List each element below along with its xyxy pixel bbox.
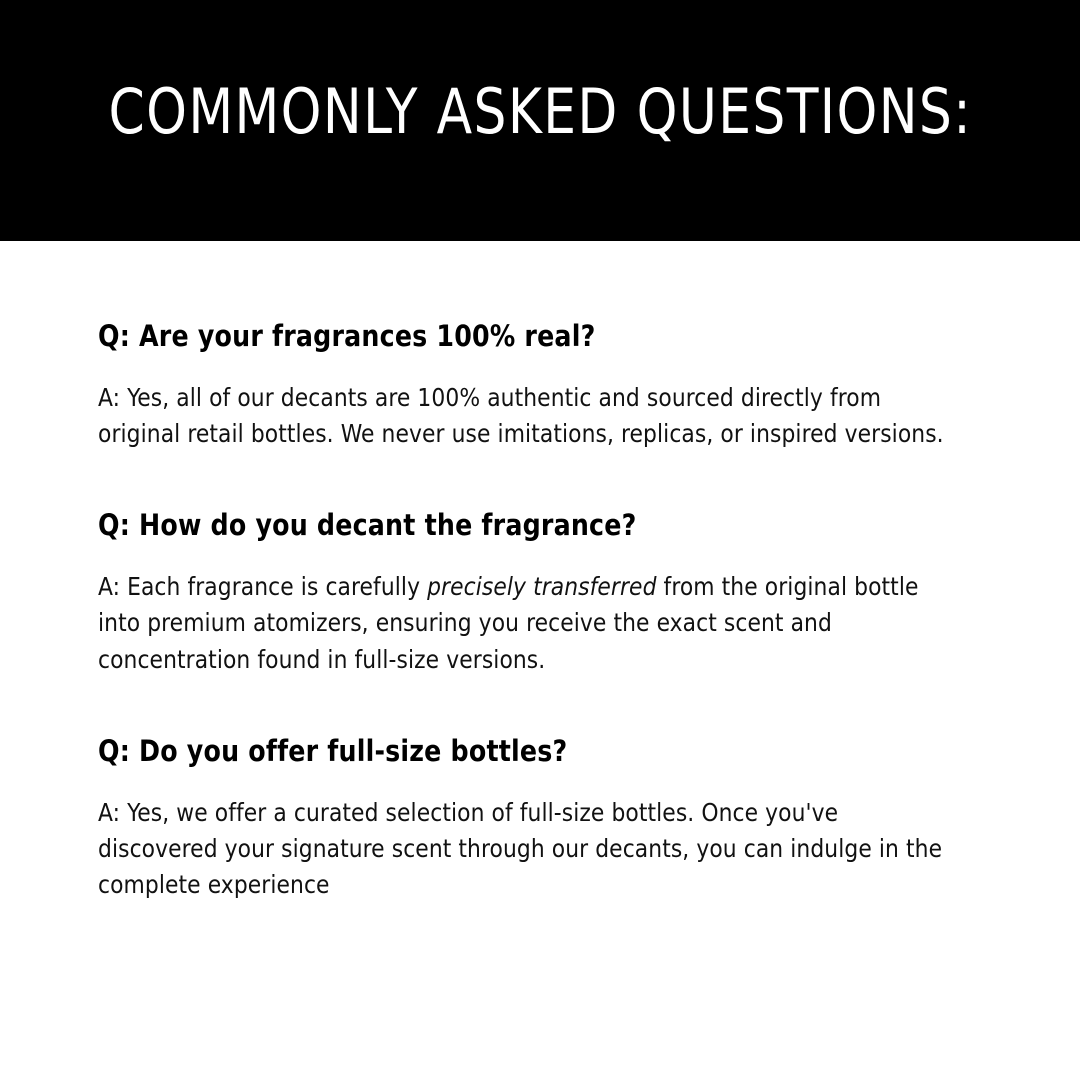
faq-answer [98, 795, 957, 904]
faq-answer-text: A: Each fragrance is carefully [98, 572, 428, 602]
faq-item [98, 508, 984, 678]
faq-question: Q: Are your fragrances 100% real? [98, 319, 596, 353]
header-banner [0, 0, 1080, 241]
faq-item [98, 734, 984, 904]
faq-answer-text: A: Yes, all of our decants are 100% authentic and sourced directly from original retail bottles. We never use imitations, replicas, or inspired versions. [98, 382, 944, 449]
faq-question: Q: Do you offer full-size bottles? [98, 733, 568, 768]
faq-answer-text: A: Yes, we offer a curated selection of full-size bottles. Once you've discovered your signature scent through our decants, you can indulge in the complete experience [98, 797, 943, 900]
faq-list [0, 241, 1080, 903]
faq-answer-text-cont: from the original bottle into premium atomizers, ensuring you receive the exact scent and concentration found in full-size versions. [98, 572, 919, 674]
page-title: COMMONLY ASKED QUESTIONS: [108, 74, 972, 148]
faq-answer [98, 569, 957, 678]
faq-item [98, 319, 984, 452]
faq-question: Q: How do you decant the fragrance? [98, 508, 637, 543]
faq-answer [98, 380, 957, 453]
faq-answer-emphasis: precisely transferred [427, 572, 657, 602]
